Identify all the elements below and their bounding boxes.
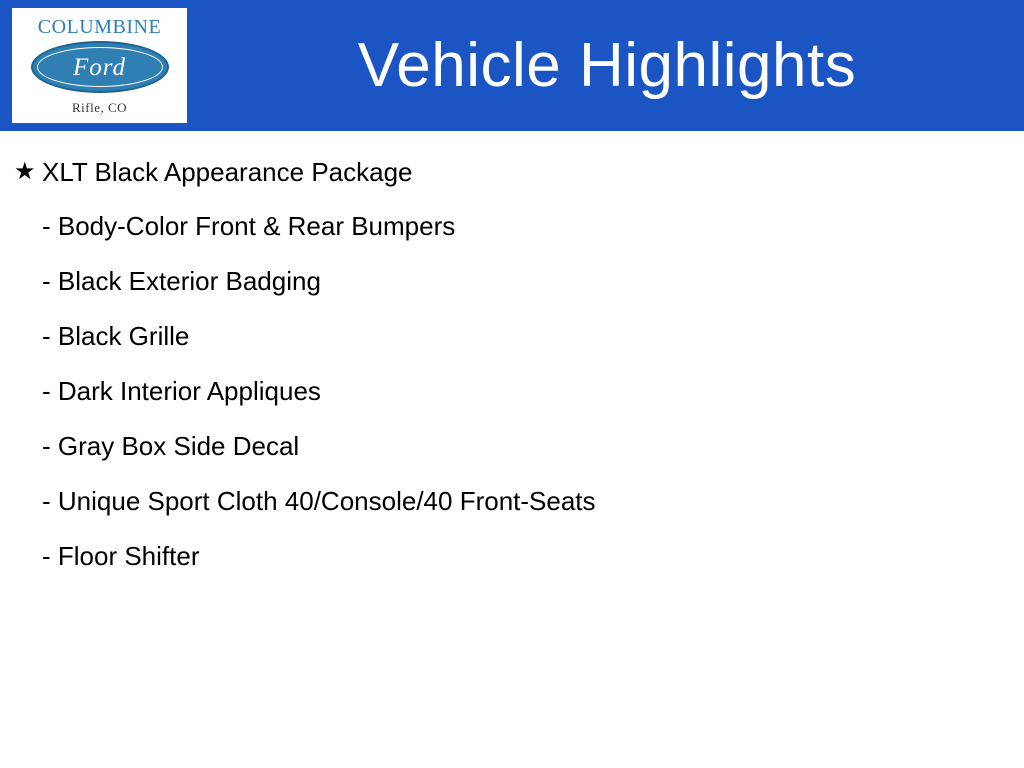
- page-title: Vehicle Highlights: [357, 30, 857, 100]
- list-item: [0, 321, 1024, 351]
- highlight-sub-label: - Black Exterior Badging: [42, 266, 321, 296]
- list-item: [0, 157, 1024, 187]
- list-item: [0, 376, 1024, 406]
- logo-ford-text: Ford: [72, 53, 127, 81]
- highlight-sub-label: - Body-Color Front & Rear Bumpers: [42, 211, 456, 241]
- list-item: [0, 486, 1024, 516]
- highlight-sub-label: - Dark Interior Appliques: [42, 376, 321, 406]
- list-item: [0, 431, 1024, 461]
- highlight-sub-label: - Gray Box Side Decal: [42, 431, 300, 461]
- list-item: [0, 266, 1024, 296]
- logo-location-text: Rifle, CO: [71, 100, 128, 115]
- highlight-sub-label: - Floor Shifter: [42, 541, 200, 571]
- highlight-main-label: XLT Black Appearance Package: [42, 157, 413, 187]
- logo-brand-text: COLUMBINE: [37, 16, 162, 38]
- highlights-list: [0, 131, 1024, 768]
- highlight-sub-label: - Black Grille: [42, 321, 190, 351]
- list-item: [0, 541, 1024, 571]
- star-icon: ★: [14, 158, 36, 185]
- dealer-logo: [12, 8, 187, 123]
- list-item: [0, 211, 1024, 241]
- ford-oval-icon: [31, 41, 169, 93]
- ford-oval-inner: [37, 47, 163, 87]
- highlight-sub-label: - Unique Sport Cloth 40/Console/40 Front-Seats: [42, 486, 596, 516]
